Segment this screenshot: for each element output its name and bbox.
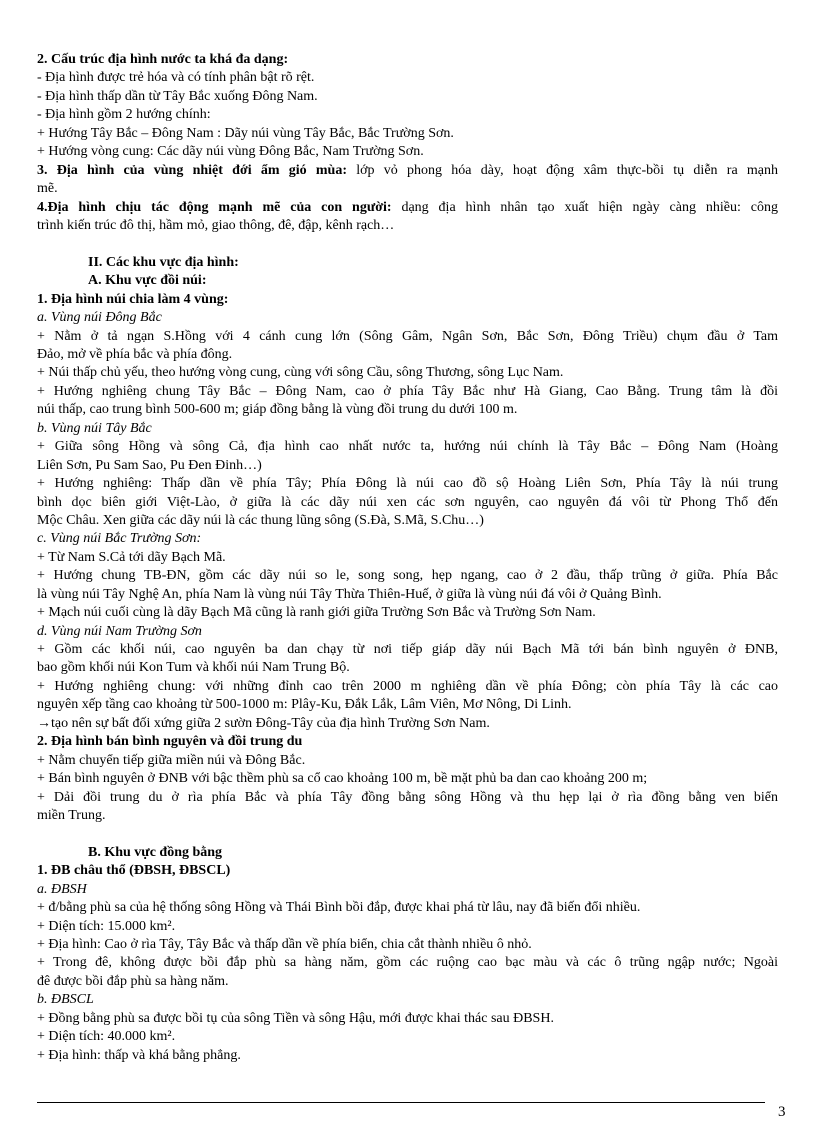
line-text: - Địa hình được trẻ hóa và có tính phân bật rõ rệt. xyxy=(37,70,315,86)
text-line xyxy=(37,457,778,475)
text-line xyxy=(37,991,778,1009)
subheading xyxy=(37,623,778,641)
line-text: c. Vùng núi Bắc Trường Sơn: xyxy=(37,531,202,547)
heading xyxy=(37,291,778,309)
text-line xyxy=(37,770,778,788)
heading xyxy=(37,254,778,272)
text-line xyxy=(37,217,778,235)
paragraph xyxy=(37,69,778,87)
paragraph xyxy=(37,641,778,678)
line-text: b. ĐBSCL xyxy=(37,992,94,1008)
line-text: + Hướng Tây Bắc – Đông Nam : Dãy núi vùng Tây Bắc, Bắc Trường Sơn. xyxy=(37,125,454,141)
text-line xyxy=(37,733,778,751)
text-line xyxy=(37,69,778,87)
text-line xyxy=(37,420,778,438)
text-line xyxy=(88,272,778,290)
line-text: lớp vỏ phong hóa dày, hoạt động xâm thực-bồi tụ diễn ra mạnh xyxy=(347,162,778,178)
text-line xyxy=(37,162,778,180)
paragraph xyxy=(37,789,778,826)
heading xyxy=(37,844,778,862)
text-line xyxy=(37,309,778,327)
text-line xyxy=(37,807,778,825)
blank-line xyxy=(37,825,778,843)
subheading xyxy=(37,309,778,327)
subheading xyxy=(37,881,778,899)
line-text: + Gồm các khối núi, cao nguyên ba dan chạy từ nơi tiếp giáp dãy núi Bạch Mã tới bán bình nguyên ở ĐNB, xyxy=(37,642,778,657)
subheading xyxy=(37,530,778,548)
line-text: →tạo nên sự bất đối xứng giữa 2 sườn Đông-Tây của địa hình Trường Sơn Nam. xyxy=(37,715,490,731)
line-text: b. Vùng núi Tây Bắc xyxy=(37,420,152,436)
line-text: Mộc Châu. Xen giữa các dãy núi là các thung lũng sông (S.Đà, S.Mã, S.Chu…) xyxy=(37,512,484,528)
heading xyxy=(37,733,778,751)
text-line xyxy=(37,789,778,807)
paragraph xyxy=(37,364,778,382)
line-text: - Địa hình gồm 2 hướng chính: xyxy=(37,107,211,123)
text-line xyxy=(37,291,778,309)
line-text: 2. Cấu trúc địa hình nước ta khá đa dạng: xyxy=(37,52,289,67)
line-text: + Hướng vòng cung: Các dãy núi vùng Đông Bắc, Nam Trường Sơn. xyxy=(37,144,424,160)
text-line xyxy=(37,88,778,106)
text-line xyxy=(37,512,778,530)
line-text: nguyên xếp tầng cao khoảng từ 500-1000 m: Plây-Ku, Đắk Lắk, Lâm Viên, Mơ Nông, Di Linh. xyxy=(37,697,572,713)
text-line xyxy=(37,143,778,161)
paragraph xyxy=(37,549,778,567)
text-line xyxy=(37,1028,778,1046)
paragraph xyxy=(37,88,778,106)
line-text: + Mạch núi cuối cùng là dãy Bạch Mã cũng là ranh giới giữa Trường Sơn Bắc và Trường Sơn Nam. xyxy=(37,605,596,621)
paragraph xyxy=(37,936,778,954)
line-text: + Núi thấp chủ yếu, theo hướng vòng cung, cùng với sông Cầu, sông Thương, sông Lục Nam. xyxy=(37,365,564,381)
paragraph xyxy=(37,1028,778,1046)
line-text: - Địa hình thấp dần từ Tây Bắc xuống Đông Nam. xyxy=(37,88,318,104)
text-line xyxy=(37,586,778,604)
line-text: đê được bồi đắp phù sa hàng năm. xyxy=(37,973,229,989)
paragraph xyxy=(37,715,778,733)
line-text: + Hướng nghiêng: Thấp dần về phía Tây; Phía Đông là núi cao đồ sộ Hoàng Liên Sơn, Phía Tây là núi trung xyxy=(37,476,778,492)
paragraph xyxy=(37,567,778,604)
document-body xyxy=(37,51,778,1065)
paragraph xyxy=(37,918,778,936)
text-line xyxy=(37,696,778,714)
text-line xyxy=(37,623,778,641)
text-line xyxy=(37,364,778,382)
line-text: + Hướng nghiêng chung Tây Bắc – Đông Nam, cao ở phía Tây Bắc như Hà Giang, Cao Bằng. Trung tâm là đồi xyxy=(37,383,778,399)
line-text: + Địa hình: Cao ở rìa Tây, Tây Bắc và thấp dần về phía biển, chia cắt thành nhiều ô nhỏ. xyxy=(37,937,532,952)
text-line xyxy=(37,530,778,548)
subheading xyxy=(37,420,778,438)
paragraph xyxy=(37,438,778,475)
line-text: a. ĐBSH xyxy=(37,881,87,897)
text-line xyxy=(37,678,778,696)
line-text: Liên Sơn, Pu Sam Sao, Pu Đen Đinh…) xyxy=(37,457,262,473)
text-line xyxy=(37,604,778,622)
text-line xyxy=(37,641,778,659)
bold-lead: 4.Địa hình chịu tác động mạnh mẽ của con người: xyxy=(37,199,392,215)
paragraph xyxy=(37,770,778,788)
line-text: là vùng núi Tây Nghệ An, phía Nam là vùng núi Tây Thừa Thiên-Huế, ở giữa là vùng núi đá vôi ở Quảng Bình. xyxy=(37,586,662,602)
text-line xyxy=(37,1010,778,1028)
text-line xyxy=(37,494,778,512)
line-text: + Hướng nghiêng chung: với những đỉnh cao trên 2000 m nghiêng dần về phía Đông; còn phía Tây là các cao xyxy=(37,678,778,694)
line-text: 1. ĐB châu thổ (ĐBSH, ĐBSCL) xyxy=(37,863,231,879)
line-text: II. Các khu vực địa hình: xyxy=(88,254,239,270)
paragraph xyxy=(37,954,778,991)
line-text: + Giữa sông Hồng và sông Cả, địa hình cao nhất nước ta, hướng núi chính là Tây Bắc – Đông Nam (Hoàng xyxy=(37,439,778,455)
text-line xyxy=(37,125,778,143)
line-text: + Diện tích: 15.000 km². xyxy=(37,918,176,934)
line-text: 2. Địa hình bán bình nguyên và đồi trung du xyxy=(37,734,303,750)
line-text: + Dải đồi trung du ở rìa phía Bắc và phía Tây đồng bằng sông Hồng và thu hẹp lại ở rìa đồng bằng ven biển xyxy=(37,789,778,805)
paragraph xyxy=(37,1010,778,1028)
text-line xyxy=(37,475,778,493)
text-line xyxy=(37,106,778,124)
line-text: bình dọc biên giới Việt-Lào, ở giữa là các dãy núi xen các sơn nguyên, cao nguyên đá vôi từ Phong Thổ đến xyxy=(37,494,778,510)
paragraph xyxy=(37,328,778,365)
text-line xyxy=(37,199,778,217)
line-text: núi thấp, cao trung bình 500-600 m; giáp đồng bằng là vùng đồi trung du dưới 100 m. xyxy=(37,402,518,418)
text-line xyxy=(37,549,778,567)
text-line xyxy=(88,844,778,862)
paragraph xyxy=(37,199,778,236)
text-line xyxy=(37,659,778,677)
line-text: + Từ Nam S.Cả tới dãy Bạch Mã. xyxy=(37,549,226,565)
text-line xyxy=(37,567,778,585)
line-text: + Bán bình nguyên ở ĐNB với bậc thềm phù sa cổ cao khoảng 100 m, bề mặt phủ ba dan cao khoảng 200 m; xyxy=(37,771,648,787)
bold-lead: 3. Địa hình của vùng nhiệt đới ẩm gió mùa: xyxy=(37,162,348,178)
line-text: Đảo, mở về phía bắc và phía đông. xyxy=(37,347,233,362)
paragraph xyxy=(37,899,778,917)
paragraph xyxy=(37,143,778,161)
text-line xyxy=(37,862,778,880)
text-line xyxy=(37,899,778,917)
text-line xyxy=(37,180,778,198)
paragraph xyxy=(37,475,778,530)
paragraph xyxy=(37,162,778,199)
text-line xyxy=(37,715,778,733)
subheading xyxy=(37,991,778,1009)
line-text: miền Trung. xyxy=(37,807,106,823)
line-text: 1. Địa hình núi chia làm 4 vùng: xyxy=(37,291,229,307)
line-text: + Diện tích: 40.000 km². xyxy=(37,1029,176,1045)
line-text: A. Khu vực đồi núi: xyxy=(88,273,207,289)
text-line xyxy=(37,936,778,954)
text-line xyxy=(37,752,778,770)
blank-line xyxy=(37,235,778,253)
heading xyxy=(37,862,778,880)
line-text: B. Khu vực đồng bằng xyxy=(88,844,223,860)
line-text: + Hướng chung TB-ĐN, gồm các dãy núi so le, song song, hẹp ngang, cao ở 2 đầu, thấp trũng ở giữa. Phía Bắc xyxy=(37,568,778,584)
paragraph xyxy=(37,752,778,770)
text-line xyxy=(37,438,778,456)
paragraph xyxy=(37,106,778,124)
page-number: 3 xyxy=(778,1104,786,1120)
text-line xyxy=(37,51,778,69)
line-text: + Nằm chuyển tiếp giữa miền núi và Đông Bắc. xyxy=(37,752,306,768)
heading xyxy=(37,272,778,290)
line-text: + Trong đê, không được bồi đắp phù sa hàng năm, gồm các ruộng cao bạc màu và các ô trũng ngập nước; Ngoài xyxy=(37,955,778,971)
line-text: d. Vùng núi Nam Trường Sơn xyxy=(37,623,202,639)
line-text: a. Vùng núi Đông Bắc xyxy=(37,310,162,326)
paragraph xyxy=(37,125,778,143)
text-line xyxy=(37,954,778,972)
paragraph xyxy=(37,383,778,420)
line-text: + Nằm ở tả ngạn S.Hồng với 4 cánh cung lớn (Sông Gâm, Ngân Sơn, Bắc Sơn, Đông Triều) chụm đầu ở Tam xyxy=(37,328,778,344)
line-text: dạng địa hình nhân tạo xuất hiện ngày càng nhiều: công xyxy=(391,199,778,215)
line-text: trình kiến trúc đô thị, hầm mỏ, giao thông, đê, đập, kênh rạch… xyxy=(37,217,395,233)
line-text: + Đồng bằng phù sa được bồi tụ của sông Tiền và sông Hậu, mới được khai thác sau ĐBSH. xyxy=(37,1010,554,1026)
footer-divider xyxy=(37,1102,765,1103)
line-text: + Địa hình: thấp và khá bằng phẳng. xyxy=(37,1047,241,1063)
line-text: mẽ. xyxy=(37,181,58,197)
text-line xyxy=(37,383,778,401)
paragraph xyxy=(37,604,778,622)
text-line xyxy=(37,1047,778,1065)
paragraph xyxy=(37,678,778,715)
text-line xyxy=(37,881,778,899)
paragraph xyxy=(37,1047,778,1065)
text-line xyxy=(37,346,778,364)
text-line xyxy=(37,918,778,936)
heading xyxy=(37,51,778,69)
text-line xyxy=(37,328,778,346)
text-line xyxy=(37,973,778,991)
line-text: bao gồm khối núi Kon Tum và khối núi Nam Trung Bộ. xyxy=(37,660,350,676)
text-line xyxy=(88,254,778,272)
line-text: + đ/bằng phù sa của hệ thống sông Hồng và Thái Bình bồi đắp, được khai phá từ lâu, nay đã biến đổi nhiều. xyxy=(37,900,641,916)
text-line xyxy=(37,401,778,419)
